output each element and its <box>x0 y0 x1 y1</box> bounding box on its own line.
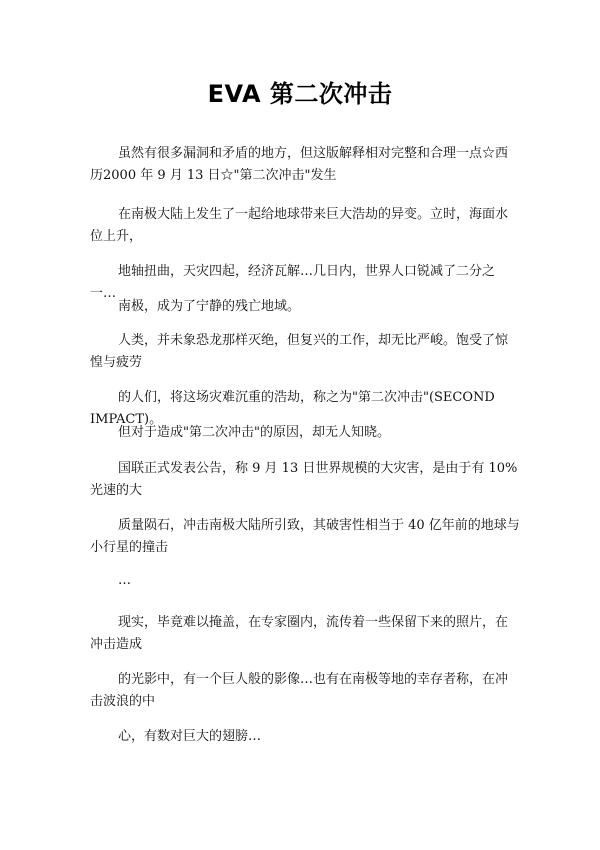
paragraph-4-text: 南极，成为了宁静的残亡地域。 <box>118 299 301 314</box>
paragraph-7 <box>90 422 520 444</box>
paragraph-2-text: 在南极大陆上发生了一起给地球带来巨大浩劫的异变。立时，海面水位上升， <box>90 207 509 244</box>
paragraph-9-text: 质量陨石，冲击南极大陆所引致，其破害性相当于 40 亿年前的地球与小行星的撞击 <box>90 518 520 555</box>
paragraph-12-text: 的光影中，有一个巨人般的影像…也有在南极等地的幸存者称，在冲击波浪的中 <box>90 672 509 709</box>
paragraph-11 <box>90 612 520 656</box>
paragraph-12 <box>90 669 520 713</box>
paragraph-10-text: … <box>118 573 131 588</box>
paragraph-5-text: 人类，并未象恐龙那样灭绝，但复兴的工作，却无比严峻。饱受了惊惶与疲劳 <box>90 333 509 370</box>
paragraph-8 <box>90 458 520 502</box>
paragraph-6-text: 的人们，将这场灾难沉重的浩劫，称之为"第二次冲击"(SECOND IMPACT)。 <box>90 390 495 427</box>
document-title: EVA 第二次冲击 <box>207 80 393 108</box>
paragraph-2 <box>90 204 520 248</box>
paragraph-4 <box>90 296 520 318</box>
paragraph-8-text: 国联正式发表公告，称 9 月 13 日世界规模的大灾害，是由于有 10%光速的大 <box>90 461 518 498</box>
paragraph-5 <box>90 330 520 374</box>
paragraph-7-text: 但对于造成"第二次冲击"的原因，却无人知晓。 <box>118 425 390 440</box>
paragraph-1 <box>90 143 520 187</box>
paragraph-1-text: 虽然有很多漏洞和矛盾的地方，但这版解释相对完整和合理一点☆西历2000 年 9 月 13 日☆"第二次冲击"发生 <box>90 146 509 183</box>
paragraph-11-text: 现实，毕竟难以掩盖，在专家圈内，流传着一些保留下来的照片，在冲击造成 <box>90 615 509 652</box>
paragraph-9 <box>90 515 520 559</box>
paragraph-3-text: 地轴扭曲，天灾四起，经济瓦解…几日内，世界人口锐减了二分之一… <box>90 264 496 301</box>
paragraph-13 <box>90 726 520 748</box>
paragraph-13-text: 心，有数对巨大的翅膀… <box>118 729 262 744</box>
paragraph-10 <box>90 570 520 592</box>
